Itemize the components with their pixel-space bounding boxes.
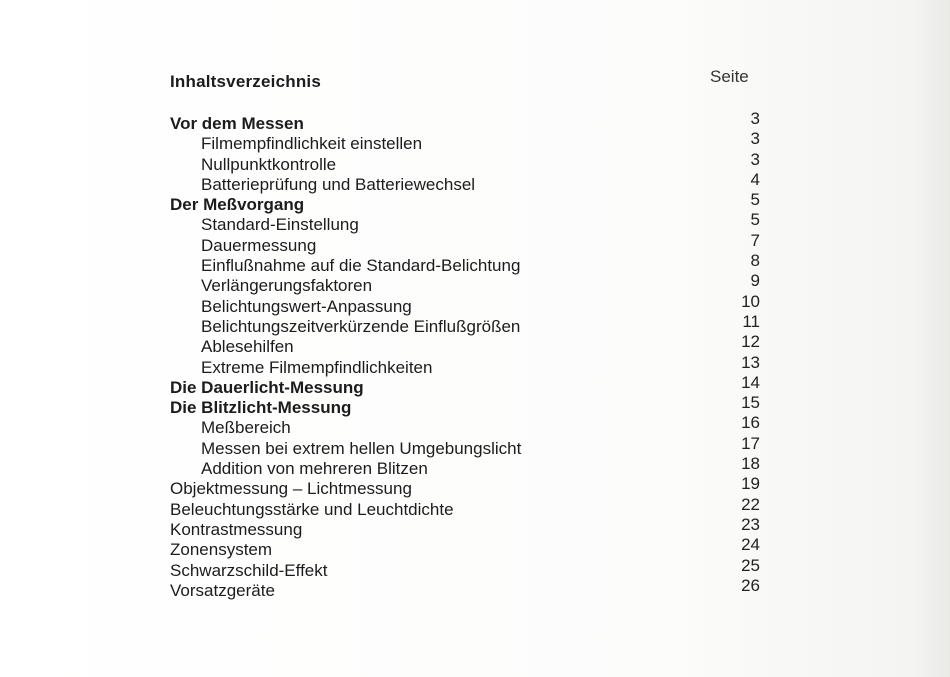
toc-entry xyxy=(170,317,760,337)
page-number: 13 xyxy=(741,352,760,372)
toc-entry xyxy=(170,337,760,357)
toc-entry-label: Kontrastmessung xyxy=(170,519,303,539)
toc-section-entry xyxy=(170,378,760,398)
toc-entry-label: Ablesehilfen xyxy=(201,337,294,357)
toc-entry-label: Beleuchtungsstärke und Leuchtdichte xyxy=(170,499,454,519)
toc-entry-label: Objektmessung – Lichtmessung xyxy=(170,479,412,499)
page-number: 5 xyxy=(750,190,760,210)
page-number: 7 xyxy=(750,230,760,250)
toc-entry xyxy=(170,459,760,479)
toc-entry xyxy=(170,500,760,520)
page-number: 19 xyxy=(741,474,760,494)
toc-entry-label: Vorsatzgeräte xyxy=(170,580,275,600)
page-number: 3 xyxy=(750,109,760,128)
toc-entry xyxy=(170,276,760,296)
toc-entry xyxy=(170,215,760,235)
toc-entry-label: Addition von mehreren Blitzen xyxy=(201,459,428,479)
toc-entry xyxy=(170,236,760,256)
toc-entry xyxy=(170,155,760,175)
toc-entry-label: Einflußnahme auf die Standard-Belichtung xyxy=(201,256,521,276)
toc-entry xyxy=(170,134,760,154)
toc-entry-label: Verlängerungsfaktoren xyxy=(201,276,373,296)
toc-entry xyxy=(170,297,760,317)
toc-entry-label: Batterieprüfung und Batteriewechsel xyxy=(201,174,476,194)
toc-entry-label: Belichtungswert-Anpassung xyxy=(201,296,412,316)
page-number: 14 xyxy=(741,372,760,392)
toc-section-entry xyxy=(170,195,760,215)
toc-entry-label: Filmempfindlichkeit einstellen xyxy=(201,134,423,154)
page-number: 5 xyxy=(750,210,760,230)
toc-entry-label: Schwarzschild-Effekt xyxy=(170,560,328,580)
page-number: 22 xyxy=(741,494,760,514)
toc-entry-label: Die Dauerlicht-Messung xyxy=(170,377,364,397)
page-number: 24 xyxy=(741,535,760,555)
toc-entry xyxy=(170,418,760,438)
toc-entry-label: Dauermessung xyxy=(201,235,317,255)
page-number: 25 xyxy=(741,555,760,575)
page-column-header: Seite xyxy=(710,67,749,86)
toc-title: Inhaltsverzeichnis xyxy=(170,72,321,91)
page-number: 18 xyxy=(741,454,760,474)
toc-entry-list xyxy=(170,114,760,601)
toc-entry-label: Standard-Einstellung xyxy=(201,215,359,235)
toc-entry xyxy=(170,520,760,540)
toc-section-entry xyxy=(170,114,760,134)
page-number: 12 xyxy=(741,332,760,352)
page-number: 8 xyxy=(750,251,760,271)
page-number: 26 xyxy=(741,575,760,595)
page-number-column xyxy=(720,109,760,596)
toc-entry-label: Die Blitzlicht-Messung xyxy=(170,398,352,418)
toc-section-entry xyxy=(170,398,760,418)
toc-entry xyxy=(170,358,760,378)
toc-entry-label: Extreme Filmempfindlichkeiten xyxy=(201,357,433,377)
toc-entry-label: Belichtungszeitverkürzende Einflußgrößen xyxy=(201,316,521,336)
page-number: 9 xyxy=(750,271,760,291)
toc-entry xyxy=(170,581,760,601)
page-number: 4 xyxy=(750,169,760,189)
toc-entry xyxy=(170,256,760,276)
toc-entry-label: Der Meßvorgang xyxy=(170,195,305,215)
toc-entry xyxy=(170,540,760,560)
page-number: 15 xyxy=(741,393,760,413)
toc-entry xyxy=(170,439,760,459)
toc-entry-label: Nullpunktkontrolle xyxy=(201,154,337,174)
toc-entry xyxy=(170,561,760,581)
toc-entry xyxy=(170,479,760,499)
toc-entry xyxy=(170,175,760,195)
toc-entry-label: Vor dem Messen xyxy=(170,114,304,133)
page-number: 10 xyxy=(741,291,760,311)
toc-entry-label: Zonensystem xyxy=(170,540,273,560)
page-number: 3 xyxy=(750,149,760,169)
page-number: 16 xyxy=(741,413,760,433)
page-number: 3 xyxy=(750,129,760,149)
page-number: 17 xyxy=(741,433,760,453)
page-number: 11 xyxy=(742,311,760,331)
page-number: 23 xyxy=(741,514,760,534)
toc-entry-label: Meßbereich xyxy=(201,418,291,438)
toc-entry-label: Messen bei extrem hellen Umgebungslicht xyxy=(201,438,522,458)
